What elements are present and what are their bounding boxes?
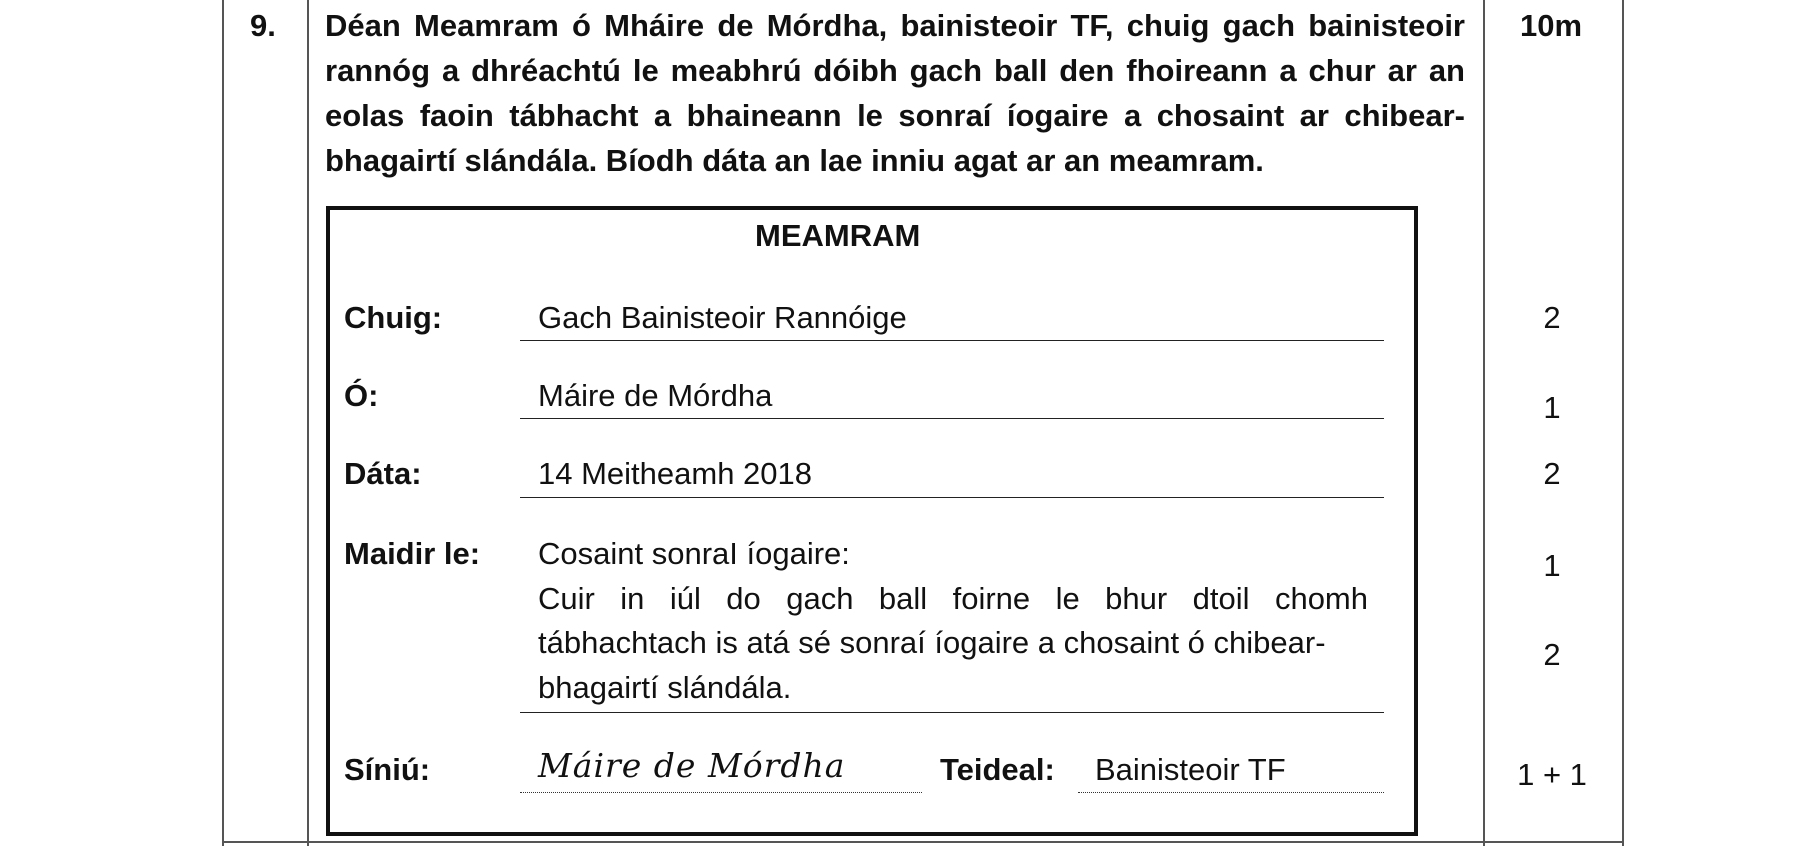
to-value: Gach Bainisteoir Rannóige [538,300,907,335]
to-underline [520,340,1384,341]
table-divider-1 [307,0,309,846]
subject-line: Cuir in iúl do gach ball foirne le bhur dtoil chomh [538,581,1368,616]
job-title-value: Bainisteoir TF [1095,752,1286,787]
table-left-border [222,0,224,846]
mark-value: 1 [1543,390,1561,425]
question-text-line: rannóg a dhréachtú le meabhrú dóibh gach ball den fhoireann a chur ar an [325,53,1465,88]
subject-line: tábhachtach is atá sé sonraí íogaire a chosaint ó chibear- [538,625,1326,660]
to-label: Chuig: [344,300,443,335]
from-value: Máire de Mórdha [538,378,773,413]
subject-underline [520,712,1384,713]
table-bottom-border [222,841,1624,843]
mark-value: 2 [1543,456,1561,491]
table-right-border [1622,0,1624,846]
question-number: 9. [250,8,276,43]
from-label: Ó: [344,378,379,413]
job-title-underline [1078,792,1384,793]
subject-line: Cosaint sonraI íogaire: [538,536,850,571]
memo-title: MEAMRAM [755,218,921,253]
table-divider-2 [1483,0,1485,846]
subject-label: Maidir le: [344,536,481,571]
date-value: 14 Meitheamh 2018 [538,456,813,491]
signature: Máire de Mórdha [538,746,846,785]
marks-total: 10m [1520,8,1583,43]
question-text-line: eolas faoin tábhacht a bhaineann le sonraí íogaire a chosaint ar chibear- [325,98,1465,133]
signature-label: Síniú: [344,752,431,787]
mark-value: 2 [1543,300,1561,335]
from-underline [520,418,1384,419]
mark-value: 1 [1543,548,1561,583]
question-text-line: Déan Meamram ó Mháire de Mórdha, bainisteoir TF, chuig gach bainisteoir [325,8,1465,43]
mark-value: 1 + 1 [1517,757,1587,792]
date-underline [520,497,1384,498]
subject-line: bhagairtí slándála. [538,670,792,705]
signature-underline [520,792,922,793]
mark-value: 2 [1543,637,1561,672]
date-label: Dáta: [344,456,422,491]
job-title-label: Teideal: [940,752,1055,787]
question-text-line: bhagairtí slándála. Bíodh dáta an lae inniu agat ar an meamram. [325,143,1264,178]
